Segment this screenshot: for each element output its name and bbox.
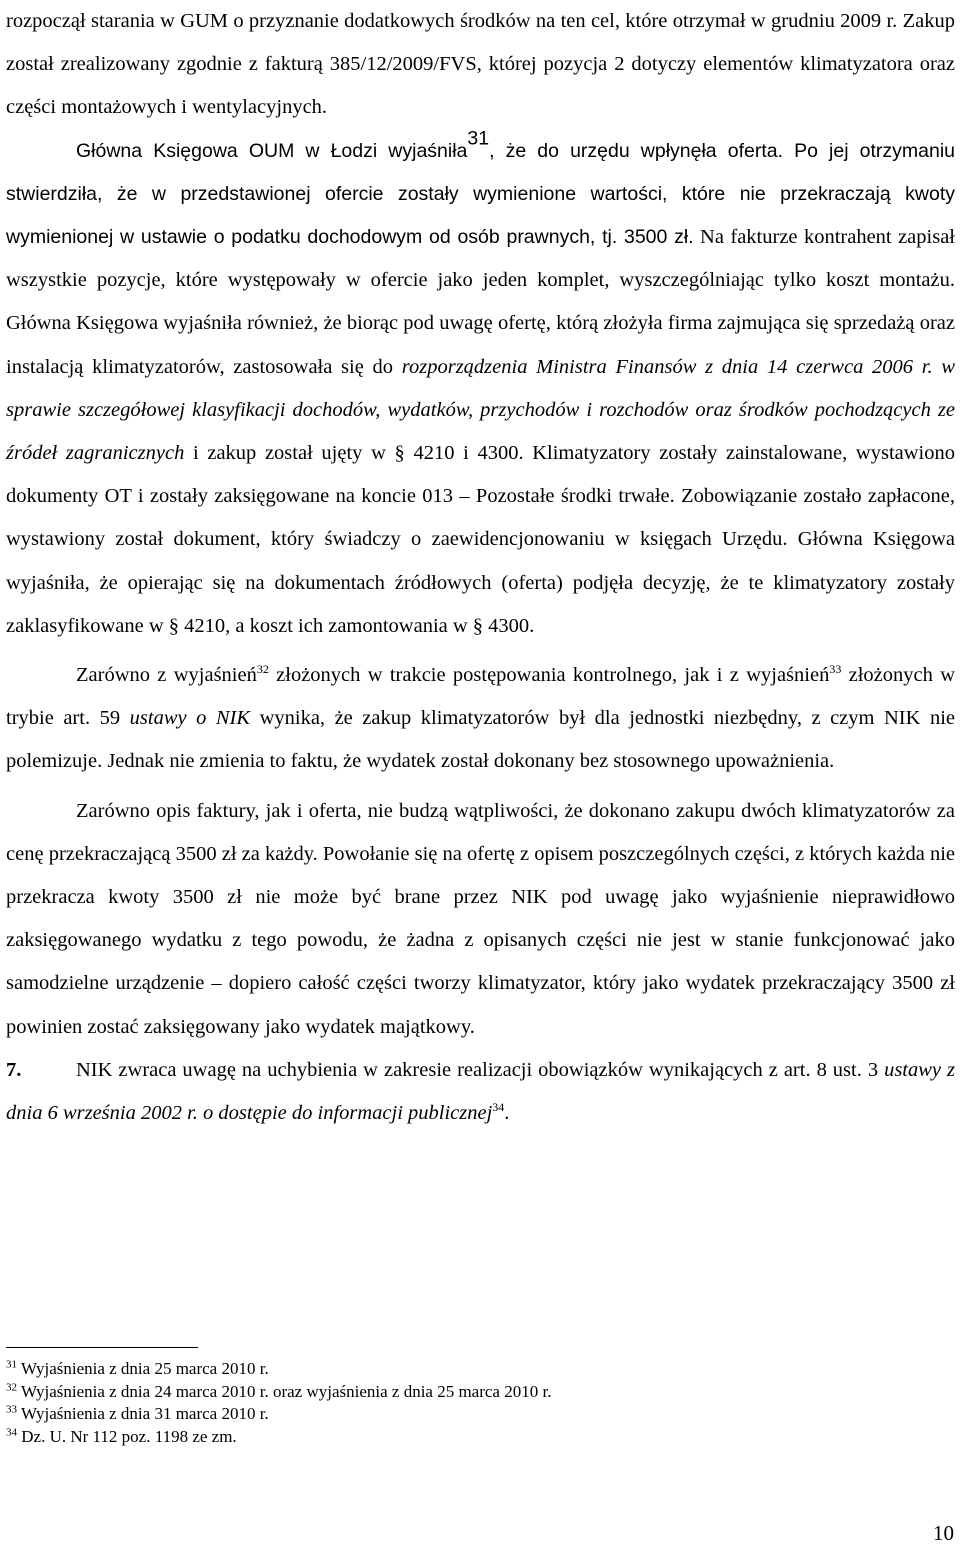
page-number: 10 <box>933 1521 954 1545</box>
footnote-reference[interactable]: 33 <box>829 662 842 677</box>
paragraph-continuation <box>6 0 955 130</box>
footnote-separator <box>6 1347 198 1348</box>
paragraph-text: złożonych w trybie art. 59 <box>6 664 955 730</box>
footnote-reference[interactable]: 31 <box>467 126 490 149</box>
document-page <box>6 0 955 1135</box>
footnote-text: Dz. U. Nr 112 poz. 1198 ze zm. <box>17 1426 237 1446</box>
paragraph-invoice-assessment <box>6 790 955 1049</box>
paragraph-text: , że do urzędu wpłynęła oferta. Po jej otrzymaniu stwierdziła, że w przedstawionej ofercie zostały wymienione wartości, które nie przekraczają kwoty wymienionej w ustawie o podatku dochodowym od osób prawnych, tj. 3500 zł. <box>6 139 955 249</box>
paragraph-text: NIK zwraca uwagę na uchybienia w zakresie realizacji obowiązków wynikających z art. 8 ust. 3 <box>76 1058 885 1081</box>
paragraph-nik-position <box>6 654 955 784</box>
footnote-text: Wyjaśnienia z dnia 24 marca 2010 r. oraz wyjaśnienia z dnia 25 marca 2010 r. <box>17 1381 552 1401</box>
footnote-34 <box>6 1426 906 1449</box>
footnotes <box>6 1358 906 1448</box>
footnote-number: 33 <box>6 1403 17 1416</box>
footnote-reference[interactable]: 34 <box>492 1100 505 1115</box>
footnote-number: 34 <box>6 1425 17 1438</box>
paragraph-text: . <box>504 1102 510 1125</box>
regulation-title: rozporządzenia Ministra Finansów z dnia 14 czerwca 2006 r. w sprawie szczegółowej klasyfikacji dochodów, wydatków, przychodów i rozchodów oraz środków pochodzących ze źródeł zagranicznych <box>6 355 955 465</box>
item-number: 7. <box>6 1058 22 1081</box>
footnote-number: 32 <box>6 1380 17 1393</box>
footnote-number: 31 <box>6 1358 17 1371</box>
paragraph-text: i zakup został ujęty w § 4210 i 4300. Klimatyzatory zostały zainstalowane, wystawiono dokumenty OT i zostały zaksięgowane na koncie 013 – Pozostałe środki trwałe. Zobowiązanie zostało zapłacone, wystawiony został dokument, który świadczy o zaewidencjonowaniu w księgach Urzędu. Główna Księgowa wyjaśniła, że opierając się na dokumentach źródłowych (oferta) podjęła decyzję, że te klimatyzatory zostały zaklasyfikowane w § 4210, a koszt ich zamontowania w § 4300. <box>6 442 955 637</box>
footnote-text: Wyjaśnienia z dnia 31 marca 2010 r. <box>17 1404 269 1423</box>
numbered-item-7 <box>6 1049 955 1135</box>
act-title: ustawy z dnia 6 września 2002 r. o dostępie do informacji publicznej <box>6 1058 955 1125</box>
paragraph-text: wynika, że zakup klimatyzatorów był dla jednostki niezbędny, z czym NIK nie polemizuje. Jednak nie zmienia to faktu, że wydatek został dokonany bez stosownego upoważnienia. <box>6 707 956 773</box>
footnote-text: Wyjaśnienia z dnia 25 marca 2010 r. <box>17 1359 269 1378</box>
paragraph-accountant-explanation <box>6 126 955 648</box>
paragraph-text: Główna Księgowa OUM w Łodzi wyjaśniła <box>76 139 468 162</box>
paragraph-text: rozpoczął starania w GUM o przyznanie dodatkowych środków na ten cel, które otrzymał w grudniu 2009 r. Zakup został zrealizowany zgodnie z fakturą 385/12/2009/FVS, której pozycja 2 dotyczy elementów klimatyzatora oraz części montażowych i wentylacyjnych. <box>6 10 955 119</box>
paragraph-text: złożonych w trakcie postępowania kontrolnego, jak i z wyjaśnień <box>268 664 830 687</box>
footnote-reference[interactable]: 32 <box>256 662 269 677</box>
paragraph-text: Zarówno z wyjaśnień <box>76 664 257 687</box>
paragraph-text: Na fakturze kontrahent zapisał wszystkie pozycje, które występowały w ofercie jako jeden komplet, wyszczególniając tylko koszt montażu. Główna Księgowa wyjaśniła również, że biorąc pod uwagę ofertę, którą złożyła firma zajmująca się sprzedażą oraz instalacją klimatyzatorów, zastosowała się do <box>6 226 955 378</box>
act-title: ustawy o NIK <box>129 707 251 730</box>
footnote-33 <box>6 1403 906 1426</box>
footnote-32 <box>6 1381 906 1404</box>
paragraph-text: Zarówno opis faktury, jak i oferta, nie budzą wątpliwości, że dokonano zakupu dwóch klimatyzatorów za cenę przekraczającą 3500 zł za każdy. Powołanie się na ofertę z opisem poszczególnych części, z których każda nie przekracza kwoty 3500 zł nie może być brane przez NIK pod uwagę jako wyjaśnienie nieprawidłowo zaksięgowanego wydatku z tego powodu, że żadna z opisanych części nie jest w stanie funkcjonować jako samodzielne urządzenie – dopiero całość części tworzy klimatyzator, który jako wydatek przekraczający 3500 zł powinien zostać zaksięgowany jako wydatek majątkowy. <box>6 799 955 1038</box>
footnote-31 <box>6 1358 906 1381</box>
